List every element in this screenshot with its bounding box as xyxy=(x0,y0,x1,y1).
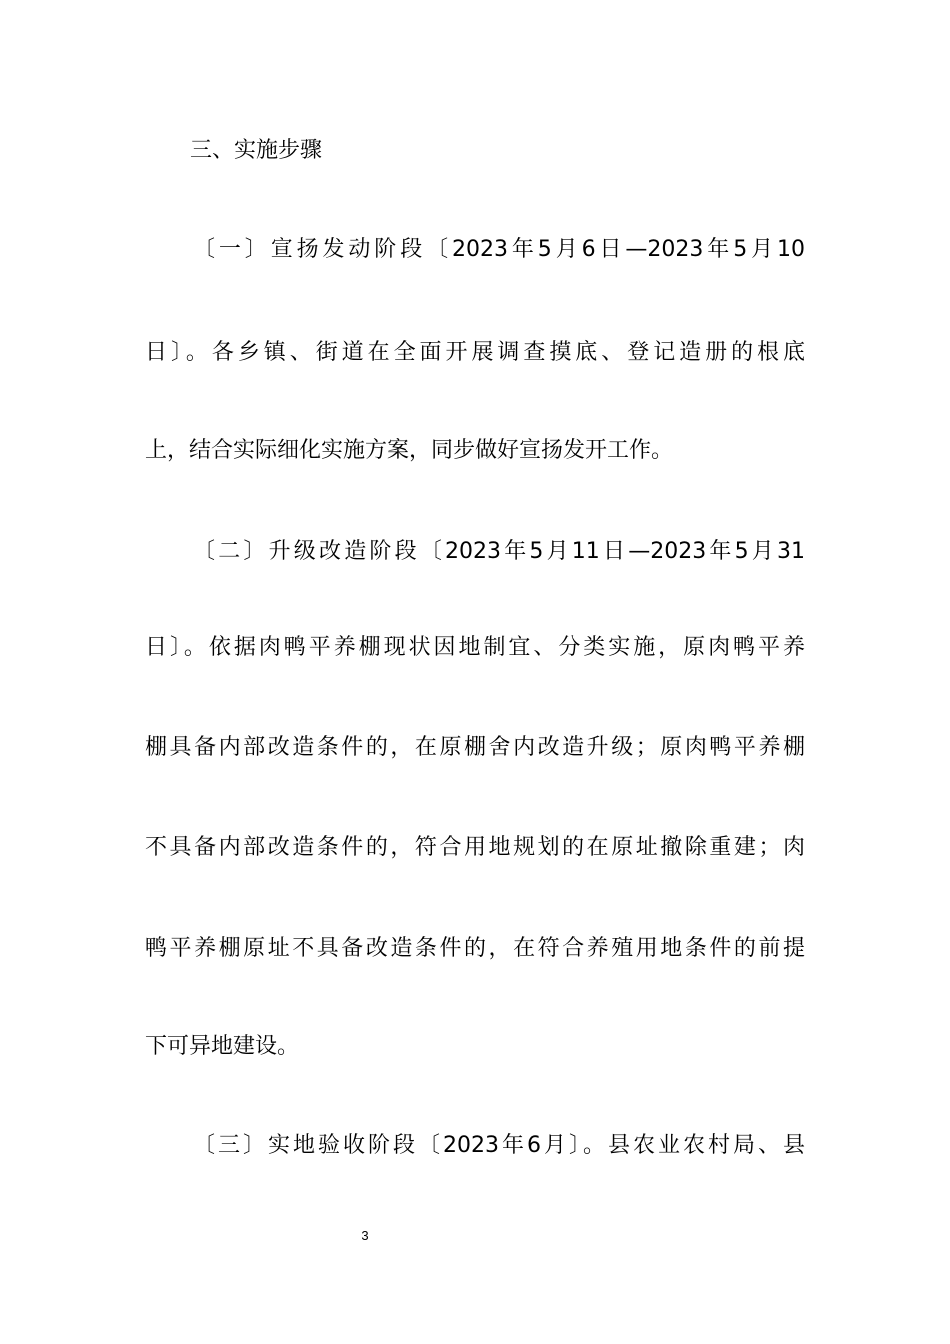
paragraph-line: 上，结合实际细化实施方案，同步做好宣扬发开工作。 xyxy=(145,438,674,463)
section-heading: 三、实施步骤 xyxy=(190,138,323,163)
paragraph-line: 下可异地建设。 xyxy=(145,1034,300,1059)
paragraph-line: 〔二〕升级改造阶段〔2023年5月11日—2023年5月31 xyxy=(193,539,805,564)
paragraph-line: 鸭平养棚原址不具备改造条件的，在符合养殖用地条件的前提 xyxy=(145,936,805,961)
paragraph-line: 〔三〕实地验收阶段〔2023年6月〕。县农业农村局、县 xyxy=(193,1133,805,1158)
paragraph-line: 不具备内部改造条件的，符合用地规划的在原址撤除重建；肉 xyxy=(145,835,805,860)
page-number: 3 xyxy=(361,1228,369,1243)
paragraph-line: 〔一〕宣扬发动阶段〔2023年5月6日—2023年5月10 xyxy=(193,237,805,262)
paragraph-line: 棚具备内部改造条件的，在原棚舍内改造升级；原肉鸭平养棚 xyxy=(145,735,805,760)
paragraph-line: 日〕。各乡镇、街道在全面开展调查摸底、登记造册的根底 xyxy=(145,340,805,365)
paragraph-line: 日〕。依据肉鸭平养棚现状因地制宜、分类实施，原肉鸭平养 xyxy=(145,635,805,660)
